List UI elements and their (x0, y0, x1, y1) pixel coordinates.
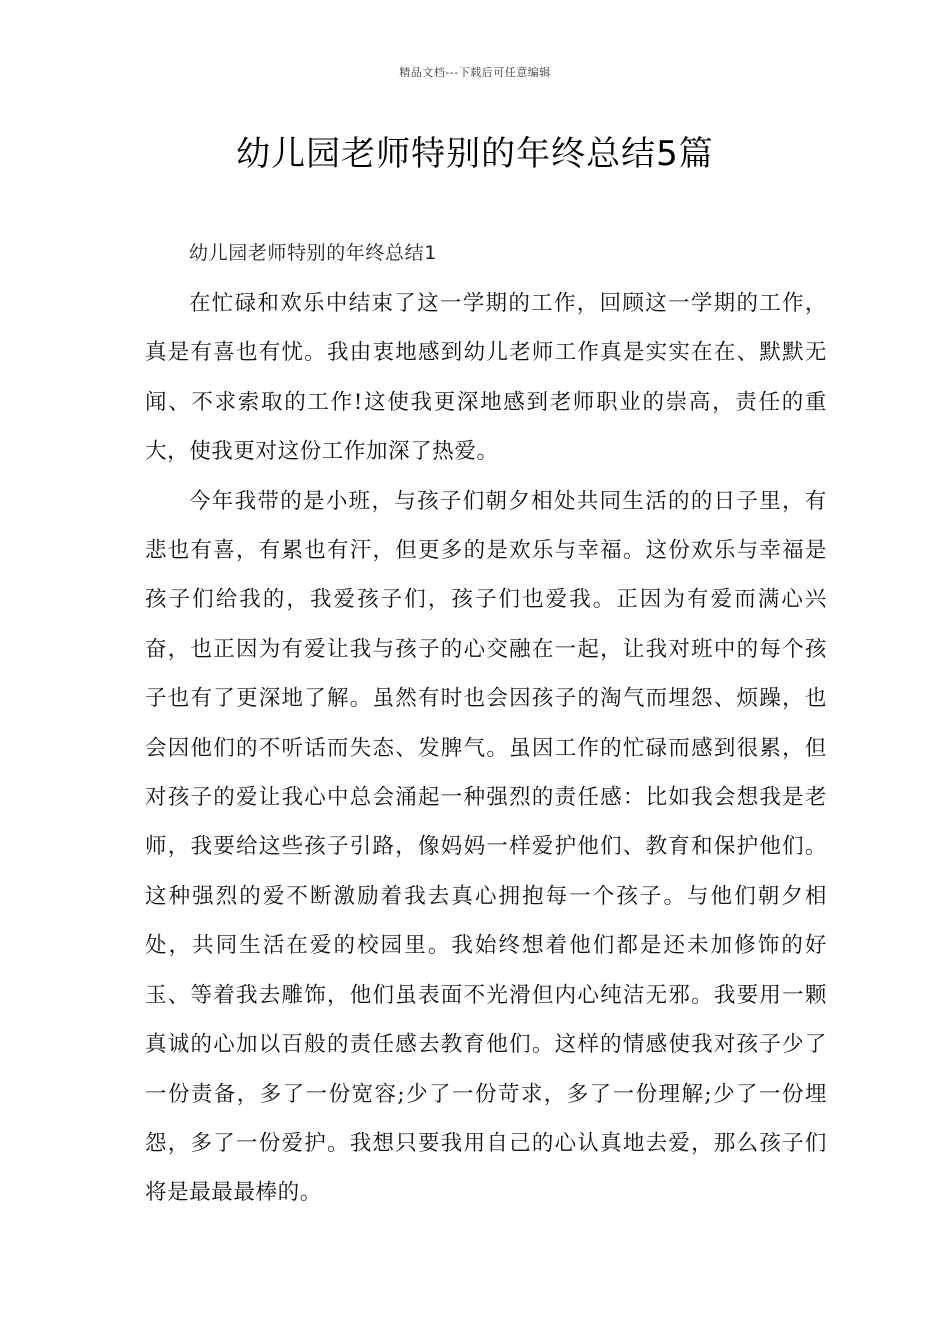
paragraph: 今年我带的是小班，与孩子们朝夕相处共同生活的的日子里，有悲也有喜，有累也有汗，但更多的是欢乐与幸福。这份欢乐与幸福是孩子们给我的，我爱孩子们，孩子们也爱我。正因为有爱而满心兴奋，也正因为有爱让我与孩子的心交融在一起，让我对班中的每个孩子也有了更深地了解。虽然有时也会因孩子的淘气而埋怨、烦躁，也会因他们的不听话而失态、发脾气。虽因工作的忙碌而感到很累，但对孩子的爱让我心中总会涌起一种强烈的责任感：比如我会想我是老师，我要给这些孩子引路，像妈妈一样爱护他们、教育和保护他们。这种强烈的爱不断激励着我去真心拥抱每一个孩子。与他们朝夕相处，共同生活在爱的校园里。我始终想着他们都是还未加修饰的好玉、等着我去雕饰，他们虽表面不光滑但内心纯洁无邪。我要用一颗真诚的心加以百般的责任感去教育他们。这样的情感使我对孩子少了一份责备，多了一份宽容;少了一份苛求，多了一份理解;少了一份埋怨，多了一份爱护。我想只要我用自己的心认真地去爱，那么孩子们将是最最最棒的。 (145, 488, 827, 1206)
paragraph: 在忙碌和欢乐中结束了这一学期的工作，回顾这一学期的工作，真是有喜也有忧。我由衷地感到幼儿老师工作真是实实在在、默默无闻、不求索取的工作!这使我更深地感到老师职业的崇高，责任的重大，使我更对这份工作加深了热爱。 (145, 291, 827, 465)
document-body (145, 230, 827, 1218)
section-heading: 幼儿园老师特别的年终总结1 (189, 242, 437, 264)
document-title: 幼儿园老师特别的年终总结5篇 (236, 134, 714, 174)
header-note: 精品文档---下载后可任意编辑 (399, 66, 551, 79)
